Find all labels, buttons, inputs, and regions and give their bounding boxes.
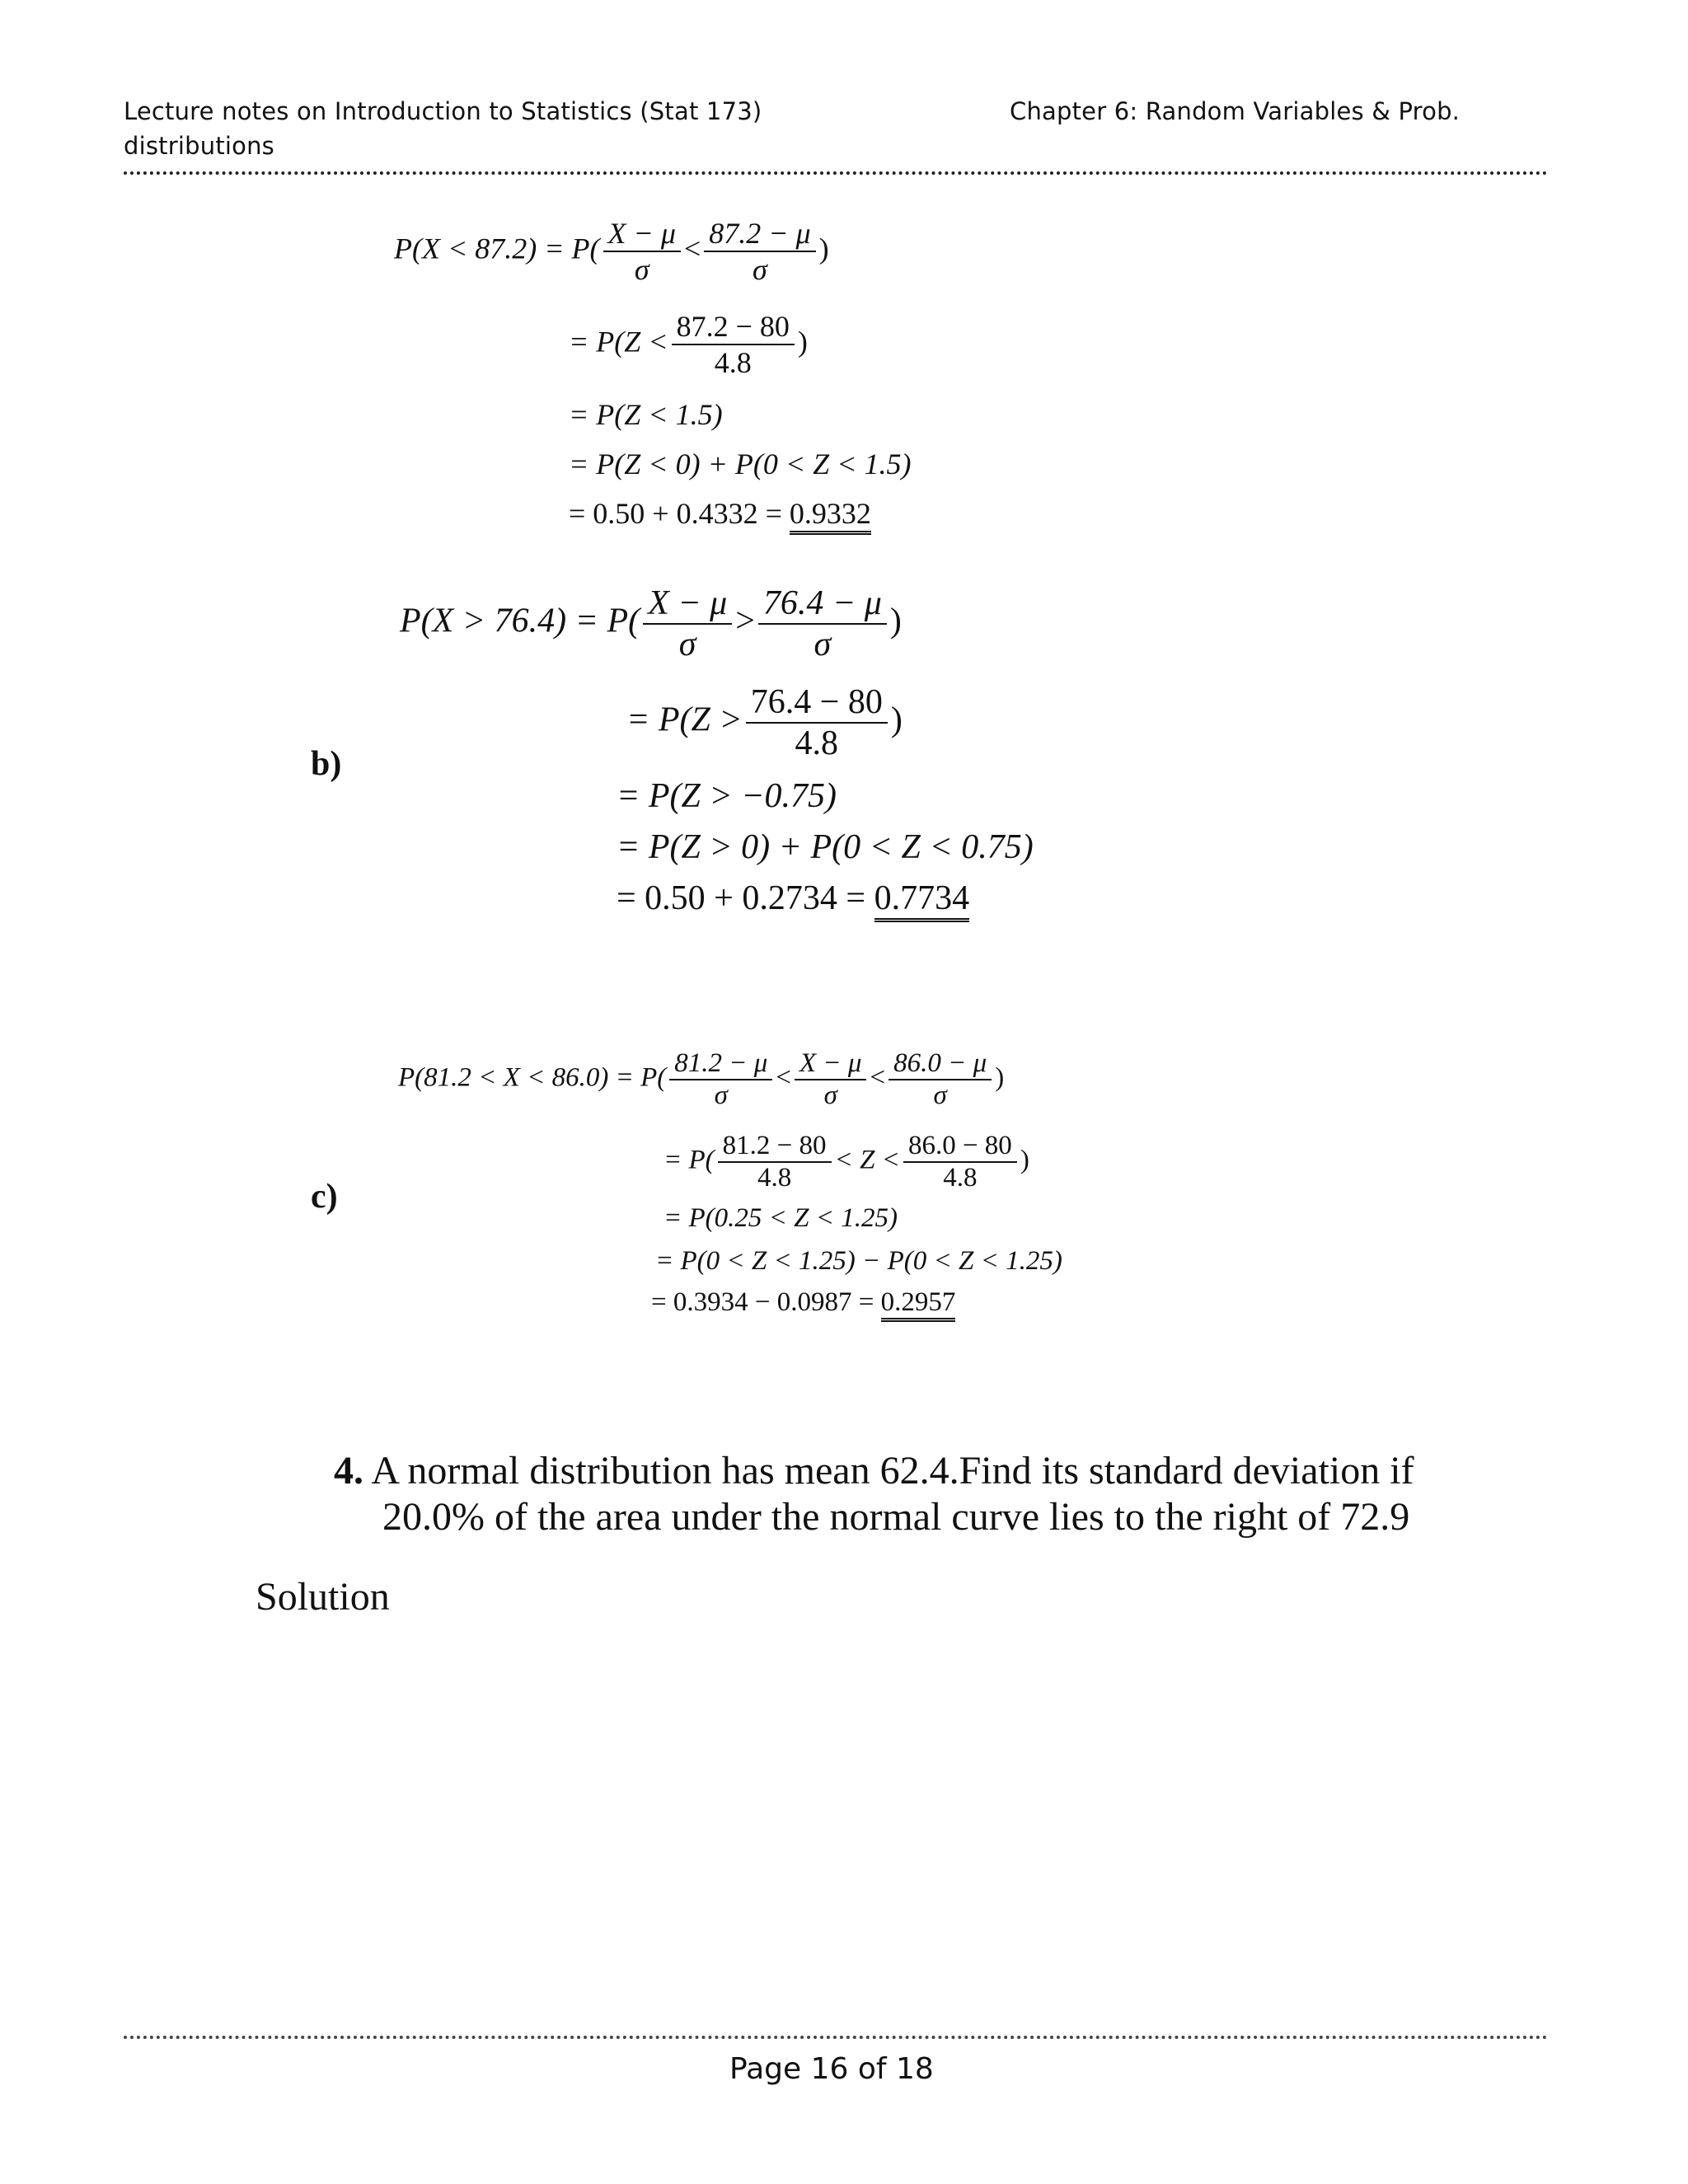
part-c-line-1 <box>398 1048 1004 1111</box>
part-b-l2-lhs: = P(Z > <box>626 701 743 739</box>
part-b-line-1 <box>400 583 902 664</box>
part-a-line-3: = P(Z < 1.5) <box>569 398 723 431</box>
part-c-line-4: = P(0 < Z < 1.25) − P(0 < Z < 1.25) <box>655 1246 1062 1276</box>
part-a-line-4: = P(Z < 0) + P(0 < Z < 1.5) <box>569 448 912 480</box>
fraction-denominator: σ <box>678 626 696 663</box>
part-c-l2-middle: < Z < <box>834 1145 900 1175</box>
part-a-l2-lhs: = P(Z < <box>569 325 668 359</box>
part-a-line-1 <box>394 216 829 287</box>
part-b-l5-prefix: = 0.50 + 0.2734 = <box>617 879 874 917</box>
header-divider <box>124 171 1548 175</box>
fraction-numerator: X − μ <box>603 216 681 252</box>
part-b-l1-lhs: P(X > 76.4) = P( <box>400 602 640 640</box>
part-c-l5-prefix: = 0.3934 − 0.0987 = <box>651 1287 881 1317</box>
part-a-l1-close: ) <box>818 232 829 265</box>
part-b-line-3: = P(Z > −0.75) <box>617 777 837 815</box>
part-a-l1-fraction-2 <box>704 216 815 287</box>
footer-divider <box>124 2036 1548 2039</box>
part-a-answer: 0.9332 <box>790 497 871 535</box>
part-a-l5-prefix: = 0.50 + 0.4332 = <box>569 497 790 530</box>
fraction-denominator: 4.8 <box>714 346 752 379</box>
part-a-l2-close: ) <box>797 325 808 359</box>
fraction-denominator: σ <box>753 253 767 286</box>
part-a-line-5 <box>569 496 871 531</box>
part-a-line-2 <box>569 309 808 380</box>
part-c-l1-close: ) <box>995 1062 1005 1093</box>
fraction-numerator: 76.4 − 80 <box>746 682 888 724</box>
part-c-label: c) <box>311 1178 338 1216</box>
header-course-title: Lecture notes on Introduction to Statistics (Stat 173) <box>124 97 762 125</box>
part-b-line-2 <box>626 682 903 763</box>
fraction-numerator: 81.2 − 80 <box>718 1131 832 1163</box>
part-c-l1-fraction-3 <box>889 1048 992 1111</box>
fraction-denominator: σ <box>933 1080 947 1110</box>
question-4-line-2: 20.0% of the area under the normal curve lies to the right of 72.9 <box>382 1495 1410 1539</box>
fraction-denominator: 4.8 <box>757 1163 792 1193</box>
part-c-l2-fraction-2 <box>903 1131 1017 1193</box>
part-b-answer: 0.7734 <box>874 879 970 922</box>
fraction-numerator: 76.4 − μ <box>758 583 887 625</box>
question-4-line-1 <box>334 1448 1414 1494</box>
part-b-l2-close: ) <box>890 701 903 739</box>
part-c-l2-close: ) <box>1020 1145 1029 1175</box>
part-c-l1-fraction-2 <box>795 1048 867 1111</box>
header-course-title-continued: distributions <box>124 132 274 160</box>
part-b-l1-operator: > <box>735 602 755 640</box>
part-c-l2-lhs: = P( <box>663 1145 715 1175</box>
fraction-numerator: 86.0 − μ <box>889 1048 992 1080</box>
question-4-number: 4. <box>334 1449 363 1493</box>
part-b-label: b) <box>311 745 342 783</box>
part-c-line-5 <box>651 1287 955 1318</box>
fraction-denominator: σ <box>714 1080 728 1110</box>
part-c-l2-fraction-1 <box>718 1131 832 1193</box>
fraction-numerator: 86.0 − 80 <box>903 1131 1017 1163</box>
part-a-l2-fraction <box>672 309 795 380</box>
part-a-l1-operator: < <box>683 232 701 265</box>
header-chapter-title: Chapter 6: Random Variables & Prob. <box>1010 97 1461 125</box>
part-c-l1-lhs: P(81.2 < X < 86.0) = P( <box>398 1062 667 1093</box>
part-b-l2-fraction <box>746 682 888 763</box>
part-c-l1-operator-1: < <box>776 1062 791 1093</box>
part-a-l1-lhs: P(X < 87.2) = P( <box>394 232 600 265</box>
question-4-text-1: A normal distribution has mean 62.4.Find its standard deviation if <box>371 1449 1414 1493</box>
part-c-line-2 <box>663 1131 1029 1193</box>
fraction-numerator: 87.2 − μ <box>704 216 815 252</box>
fraction-denominator: σ <box>814 626 832 663</box>
fraction-numerator: 87.2 − 80 <box>672 309 795 345</box>
fraction-numerator: X − μ <box>795 1048 867 1080</box>
fraction-numerator: X − μ <box>643 583 732 625</box>
part-b-l1-close: ) <box>889 602 902 640</box>
part-c-l1-fraction-1 <box>669 1048 772 1111</box>
fraction-denominator: 4.8 <box>795 724 839 762</box>
part-c-line-3: = P(0.25 < Z < 1.25) <box>663 1203 898 1233</box>
solution-label: Solution <box>256 1575 390 1619</box>
fraction-numerator: 81.2 − μ <box>669 1048 772 1080</box>
fraction-denominator: 4.8 <box>943 1163 978 1193</box>
part-b-l1-fraction-2 <box>758 583 887 664</box>
part-b-l1-fraction-1 <box>643 583 732 664</box>
part-b-line-5 <box>617 879 969 918</box>
part-c-answer: 0.2957 <box>881 1287 956 1322</box>
part-b-line-4: = P(Z > 0) + P(0 < Z < 0.75) <box>617 828 1034 866</box>
fraction-denominator: σ <box>823 1080 837 1110</box>
part-c-l1-operator-2: < <box>870 1062 886 1093</box>
page-number: Page 16 of 18 <box>729 2052 934 2086</box>
fraction-denominator: σ <box>634 253 649 286</box>
question-4 <box>334 1448 1414 1540</box>
part-a-l1-fraction-1 <box>603 216 681 287</box>
